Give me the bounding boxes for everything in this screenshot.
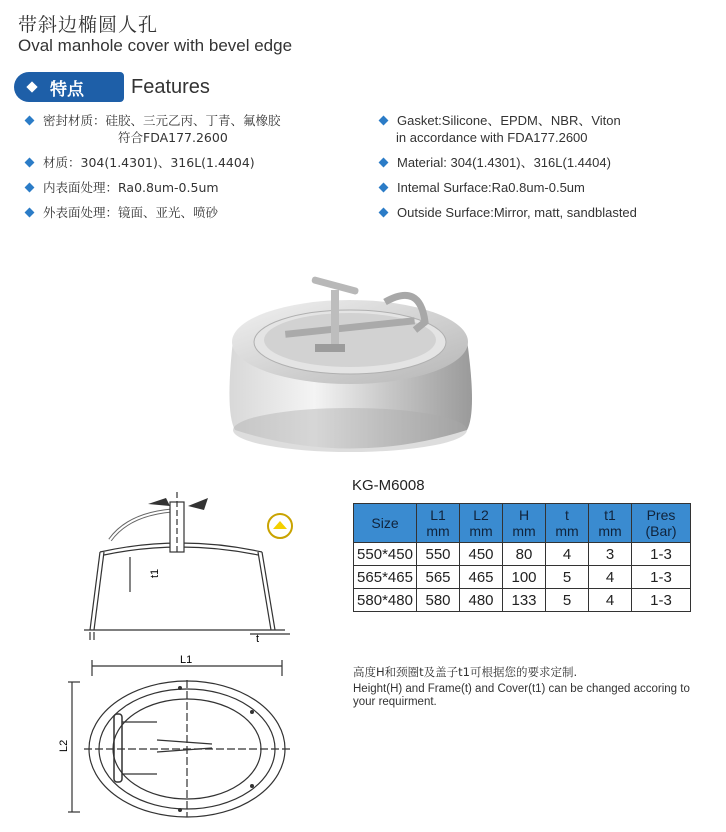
header-pres: Pres (Bar) [632, 504, 691, 543]
diamond-bullet-icon [379, 158, 389, 168]
feature-en-outer-surface: Outside Surface:Mirror, matt, sandblasted [380, 204, 637, 221]
diamond-bullet-icon [25, 116, 35, 126]
diamond-bullet-icon [25, 208, 35, 218]
note-english: Height(H) and Frame(t) and Cover(t1) can be changed accoring to your requirment. [353, 683, 690, 708]
spec-table [353, 503, 691, 612]
title-chinese: 带斜边椭圆人孔 [18, 14, 159, 36]
table-header-row [354, 504, 691, 543]
header-l1: L1 mm [417, 504, 460, 543]
header-l2: L2 mm [460, 504, 503, 543]
feature-cn-gasket: 密封材质：硅胶、三元乙丙、丁青、氟橡胶 符合FDA177.2600 [26, 112, 281, 146]
features-heading-en: Features [131, 76, 210, 98]
diamond-bullet-icon [25, 158, 35, 168]
feature-cn-inner-surface: 内表面处理：Ra0.8um-0.5um [26, 179, 219, 196]
feature-en-gasket: Gasket:Silicone、EPDM、NBR、Viton in accordance with FDA177.2600 [380, 112, 621, 146]
top-view-drawing [58, 652, 312, 827]
diamond-bullet-icon [379, 183, 389, 193]
table-row: 580*480 580 480 133 5 4 1-3 [354, 589, 691, 612]
header-size: Size [354, 504, 417, 543]
section-drawing [70, 482, 310, 647]
feature-en-material: Material: 304(1.4301)、316L(1.4404) [380, 154, 611, 171]
model-number: KG-M6008 [352, 477, 425, 494]
l2-label: L2 [58, 739, 70, 752]
l1-label: L1 [180, 654, 193, 666]
features-badge-label: 特点 [50, 79, 84, 100]
note-chinese: 高度H和颈圈t及盖子t1可根据您的要求定制. [353, 665, 578, 679]
diamond-bullet-icon [379, 208, 389, 218]
features-badge [14, 72, 124, 102]
diamond-bullet-icon [25, 183, 35, 193]
feature-cn-outer-surface: 外表面处理：镜面、亚光、喷砂 [26, 204, 218, 221]
diamond-bullet-icon [379, 116, 389, 126]
t-label: t [256, 633, 260, 645]
header-t1: t1 mm [589, 504, 632, 543]
table-row: 550*450 550 450 80 4 3 1-3 [354, 543, 691, 566]
feature-en-inner-surface: Intemal Surface:Ra0.8um-0.5um [380, 179, 585, 196]
t1-label: t1 [149, 568, 161, 578]
header-t: t mm [546, 504, 589, 543]
feature-cn-material: 材质：304(1.4301)、316L(1.4404) [26, 154, 255, 171]
diamond-icon [26, 81, 37, 92]
header-h: H mm [503, 504, 546, 543]
table-row: 565*465 565 465 100 5 4 1-3 [354, 566, 691, 589]
manhole-product-image [215, 262, 485, 462]
title-english: Oval manhole cover with bevel edge [18, 36, 293, 55]
